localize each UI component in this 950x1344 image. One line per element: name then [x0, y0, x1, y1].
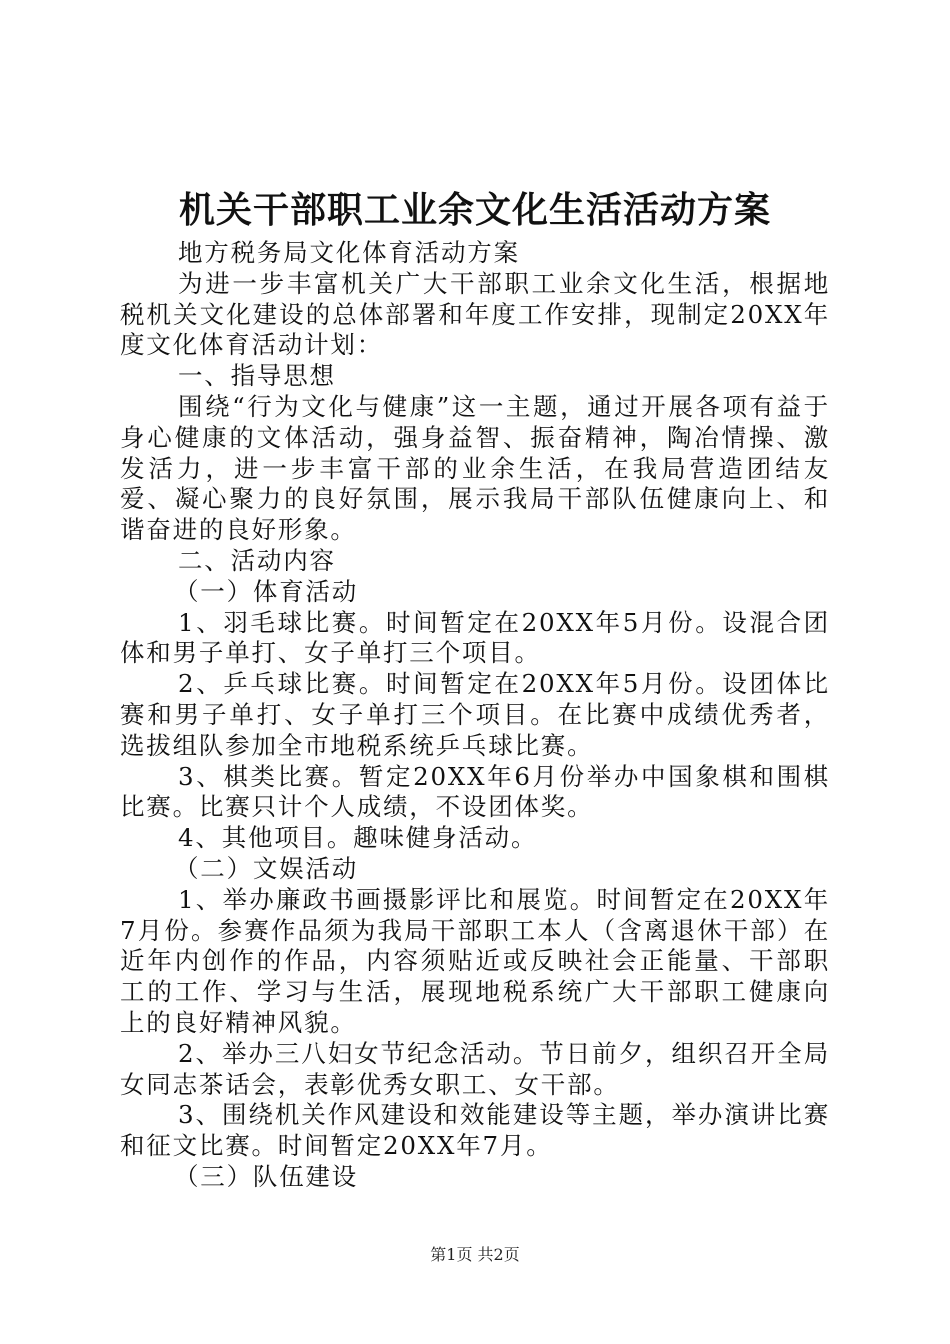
- entertainment-item-womens-day: 2、举办三八妇女节纪念活动。节日前夕，组织召开全局女同志茶话会，表彰优秀女职工、女干部。: [120, 1038, 830, 1099]
- sports-item-other: 4、其他项目。趣味健身活动。: [178, 823, 538, 853]
- subsection-heading-sports: （一）体育活动: [174, 576, 359, 606]
- entertainment-item-exhibition: 1、举办廉政书画摄影评比和展览。时间暂定在20XX年7月份。参赛作品须为我局干部职工本人（含离退休干部）在近年内创作的作品，内容须贴近或反映社会正能量、干部职工的工作、学习与生活，展现地税系统广大干部职工健康向上的良好精神风貌。: [120, 884, 830, 1037]
- sports-item-table-tennis: 2、乒乓球比赛。时间暂定在20XX年5月份。设团体比赛和男子单打、女子单打三个项目。在比赛中成绩优秀者，选拔组队参加全市地税系统乒乓球比赛。: [120, 669, 830, 760]
- subtitle-paragraph: 地方税务局文化体育活动方案: [178, 238, 520, 267]
- section-heading-guiding-ideology: 一、指导思想: [178, 361, 336, 391]
- sports-item-chess: 3、棋类比赛。暂定20XX年6月份举办中国象棋和围棋比赛。比赛只计个人成绩，不设团体奖。: [120, 761, 830, 822]
- document-title: 机关干部职工业余文化生活活动方案: [178, 190, 771, 231]
- entertainment-item-speech-contest: 3、围绕机关作风建设和效能建设等主题，举办演讲比赛和征文比赛。时间暂定20XX年7月。: [120, 1100, 830, 1161]
- page-footer: 第1页 共2页: [430, 1245, 520, 1264]
- sports-item-badminton: 1、羽毛球比赛。时间暂定在20XX年5月份。设混合团体和男子单打、女子单打三个项目。: [120, 607, 830, 668]
- subsection-heading-entertainment: （二）文娱活动: [174, 853, 359, 883]
- subsection-heading-team-building: （三）队伍建设: [174, 1161, 359, 1191]
- section-heading-activity-content: 二、活动内容: [178, 545, 336, 575]
- intro-paragraph: 为进一步丰富机关广大干部职工业余文化生活，根据地税机关文化建设的总体部署和年度工作安排，现制定20XX年度文化体育活动计划：: [120, 268, 830, 360]
- document-body: [120, 238, 830, 1193]
- guiding-ideology-paragraph: 围绕“行为文化与健康”这一主题，通过开展各项有益于身心健康的文体活动，强身益智、振奋精神，陶冶情操、激发活力，进一步丰富干部的业余生活，在我局营造团结友爱、凝心聚力的良好氛围，展示我局干部队伍健康向上、和谐奋进的良好形象。: [120, 391, 830, 545]
